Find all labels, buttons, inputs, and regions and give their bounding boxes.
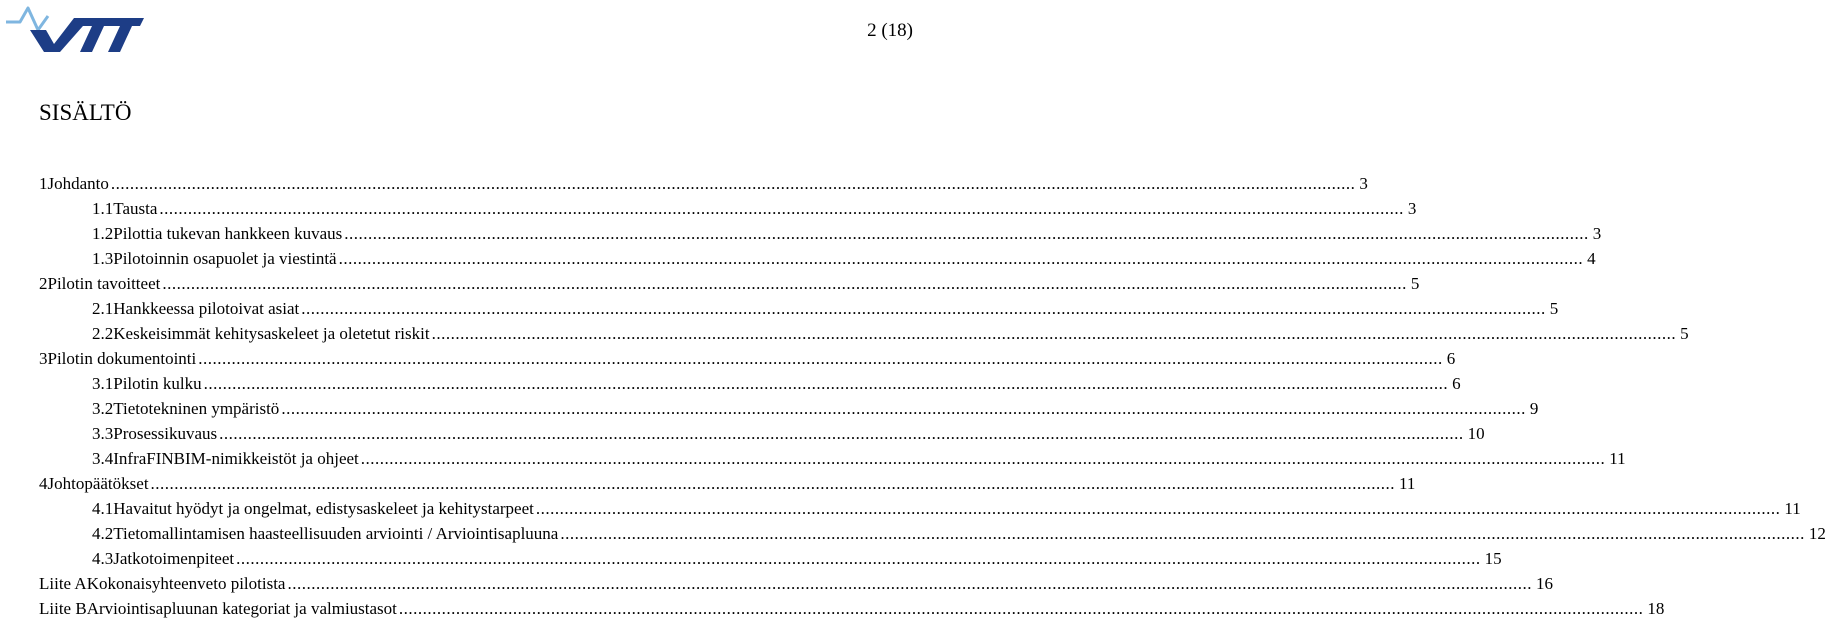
toc-entry[interactable]: [39, 324, 1689, 349]
toc-entry-page: 16: [1535, 574, 1553, 593]
toc-entry-number: 1.3: [92, 249, 114, 268]
toc-entry-number: 4.1: [92, 499, 114, 518]
toc-heading: SISÄLTÖ: [39, 100, 132, 125]
page-number: 2 (18): [867, 20, 913, 41]
toc-entry-number: 3.1: [92, 374, 114, 393]
toc-entry-number: 4.2: [92, 524, 114, 543]
toc-entry-number: 1.2: [92, 224, 114, 243]
toc-entry-number: 3.4: [92, 449, 114, 468]
toc-leader-dots: [339, 249, 1584, 269]
toc-entry-number: 1.1: [92, 199, 114, 218]
vtt-logo: [4, 2, 144, 54]
toc-leader-dots: [301, 299, 1546, 319]
toc-entry[interactable]: [39, 449, 1626, 474]
toc-leader-dots: [111, 174, 1356, 194]
toc-entry[interactable]: [39, 249, 1596, 274]
toc-entry-title: Tietotekninen ympäristö: [113, 399, 280, 418]
toc-leader-dots: [432, 324, 1677, 344]
toc-entry-number: 3: [39, 349, 48, 368]
toc-entry-title: Prosessikuvaus: [113, 424, 218, 443]
toc-entry-number: 3.3: [92, 424, 114, 443]
toc-entry-number: Liite A: [39, 574, 87, 593]
toc-entry-number: 2.2: [92, 324, 114, 343]
toc-entry-page: 3: [1359, 174, 1368, 193]
toc-entry-page: 4: [1587, 249, 1596, 268]
toc-entry-title: Tietomallintamisen haasteellisuuden arviointi / Arviointisapluuna: [113, 524, 559, 543]
toc-leader-dots: [236, 549, 1481, 569]
toc-leader-dots: [287, 574, 1532, 594]
toc-entry-number: 1: [39, 174, 48, 193]
toc-entry-title: Pilotoinnin osapuolet ja viestintä: [113, 249, 337, 268]
toc-entry-number: 2.1: [92, 299, 114, 318]
toc-entry-page: 5: [1549, 299, 1559, 318]
toc-entry-title: Jatkotoimenpiteet: [113, 549, 235, 568]
toc-entry-title: Tausta: [113, 199, 158, 218]
toc-entry[interactable]: [39, 549, 1502, 574]
toc-entry-page: 11: [1609, 449, 1626, 468]
toc-entry-title: Arviointisapluunan kategoriat ja valmiustasot: [86, 599, 397, 618]
toc-leader-dots: [536, 499, 1781, 519]
toc-entry-title: Kokonaisyhteenveto pilotista: [86, 574, 286, 593]
toc-entry[interactable]: [39, 274, 1420, 299]
toc-entry-page: 18: [1647, 599, 1665, 618]
toc-entry[interactable]: [39, 599, 1665, 624]
toc-leader-dots: [560, 524, 1805, 544]
toc-entry-title: Hankkeessa pilotoivat asiat: [113, 299, 300, 318]
toc-leader-dots: [198, 349, 1443, 369]
toc-entry-page: 3: [1407, 199, 1417, 218]
toc-entry[interactable]: [39, 424, 1485, 449]
toc-entry-title: Johdanto: [47, 174, 109, 193]
toc-leader-dots: [344, 224, 1589, 244]
toc-entry-page: 11: [1399, 474, 1416, 493]
toc-entry-number: 4.3: [92, 549, 114, 568]
toc-entry-title: Havaitut hyödyt ja ongelmat, edistysaskeleet ja kehitystarpeet: [113, 499, 534, 518]
toc-entry-title: Keskeisimmät kehitysaskeleet ja oletetut riskit: [113, 324, 430, 343]
toc-entry-number: Liite B: [39, 599, 87, 618]
toc-entry-title: Pilottia tukevan hankkeen kuvaus: [113, 224, 343, 243]
toc-entry-number: 4: [39, 474, 48, 493]
toc-entry-page: 12: [1808, 524, 1826, 543]
toc-entry[interactable]: [39, 474, 1416, 499]
toc-leader-dots: [281, 399, 1526, 419]
toc-entry[interactable]: [39, 574, 1553, 599]
toc-entry-title: Pilotin kulku: [113, 374, 202, 393]
toc-entry-title: Johtopäätökset: [47, 474, 149, 493]
toc-entry-title: InfraFINBIM-nimikkeistöt ja ohjeet: [113, 449, 359, 468]
toc-leader-dots: [361, 449, 1606, 469]
toc-entry-title: Pilotin tavoitteet: [47, 274, 161, 293]
toc-entry-page: 10: [1467, 424, 1485, 443]
toc-entry-title: Pilotin dokumentointi: [47, 349, 197, 368]
toc-entry-page: 6: [1446, 349, 1456, 368]
toc-leader-dots: [204, 374, 1449, 394]
toc-leader-dots: [162, 274, 1407, 294]
toc-entry[interactable]: [39, 499, 1801, 524]
toc-entry[interactable]: [39, 349, 1456, 374]
toc-entry-page: 3: [1592, 224, 1602, 243]
table-of-contents: [39, 174, 1826, 624]
toc-entry[interactable]: [39, 174, 1368, 199]
toc-entry-page: 15: [1484, 549, 1502, 568]
toc-entry[interactable]: [39, 524, 1826, 549]
toc-entry-number: 3.2: [92, 399, 114, 418]
toc-leader-dots: [159, 199, 1404, 219]
toc-entry-page: 5: [1410, 274, 1420, 293]
toc-leader-dots: [219, 424, 1464, 444]
toc-entry-number: 2: [39, 274, 48, 293]
toc-entry[interactable]: [39, 399, 1539, 424]
toc-entry-page: 5: [1680, 324, 1689, 343]
toc-entry[interactable]: [39, 224, 1602, 249]
toc-entry-page: 11: [1784, 499, 1801, 518]
toc-entry[interactable]: [39, 199, 1417, 224]
toc-entry-page: 6: [1452, 374, 1461, 393]
toc-leader-dots: [151, 474, 1396, 494]
toc-entry[interactable]: [39, 299, 1559, 324]
toc-entry-page: 9: [1529, 399, 1539, 418]
toc-entry[interactable]: [39, 374, 1461, 399]
toc-leader-dots: [399, 599, 1644, 619]
